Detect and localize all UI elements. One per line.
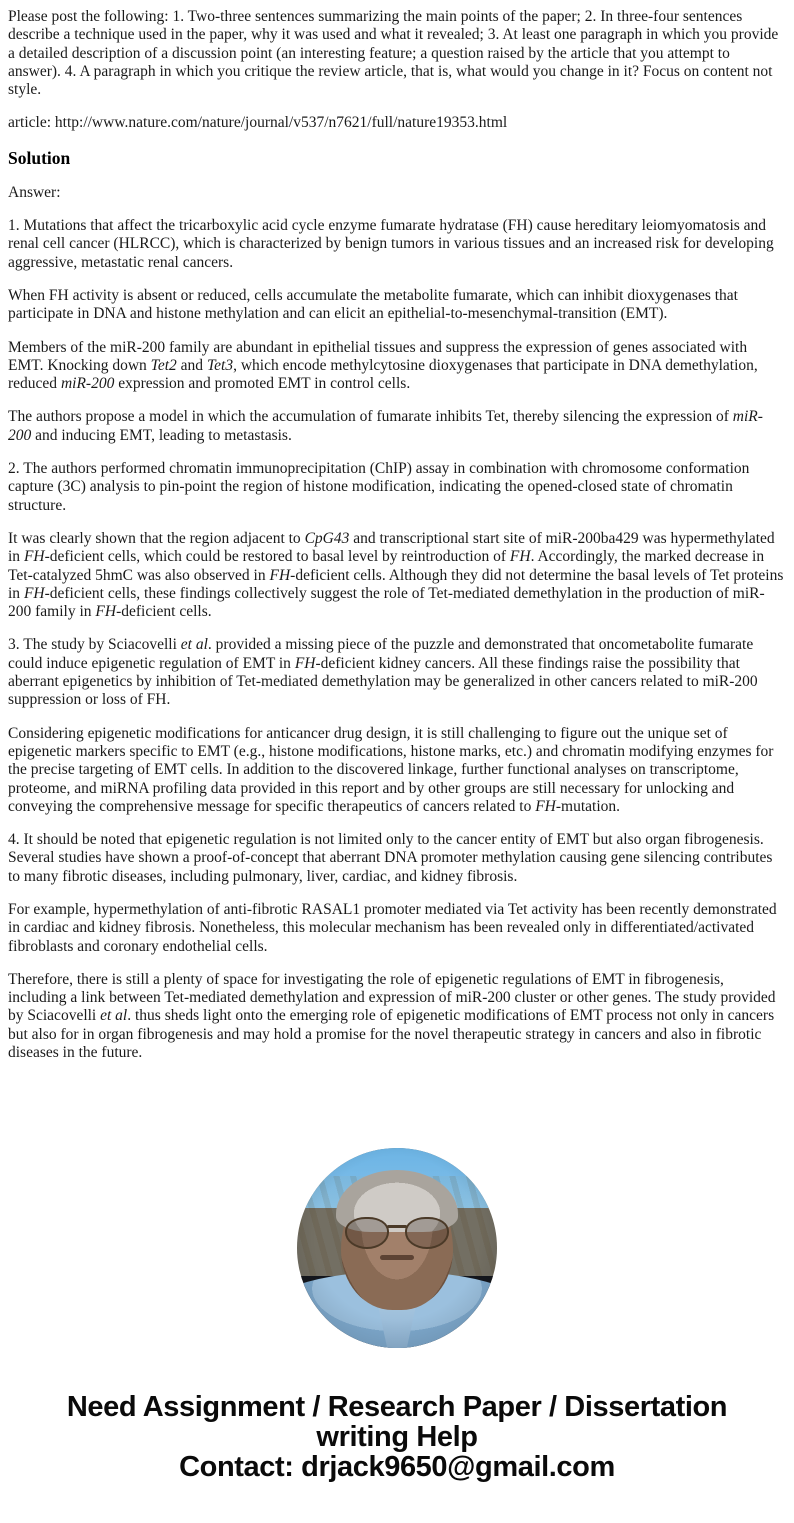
answer-paragraph (8, 460, 786, 515)
text-run: -deficient cells, these findings collectively suggest the role of Tet-mediated demethylation in the production of miR-200 family in (8, 584, 765, 621)
italic-term: miR-200 (60, 375, 115, 393)
text-run: expression and promoted EMT in control cells. (114, 375, 411, 393)
text-run: -deficient cells, which could be restored to basal level by reintroduction of (44, 548, 510, 566)
text-run: The authors propose a model in which the accumulation of fumarate inhibits Tet, thereby silencing the expression of (8, 408, 733, 426)
text-run: Considering epigenetic modifications for anticancer drug design, it is still challenging to figure out the unique set of epigenetic markers specific to EMT (e.g., histone modifications, histone marks, etc.) and chromatin modifying enzymes for the precise targeting of EMT cells. In addition to the discovered linkage, further functional analyses on transcriptome, proteome, and miRNA profiling data provided in this report and by other groups are still necessary for unlocking and conveying the comprehensive message for specific therapeutics of cancers related to (8, 724, 774, 815)
answer-paragraph (8, 287, 786, 324)
text-run: and inducing EMT, leading to metastasis. (31, 426, 292, 444)
text-run: and (176, 356, 207, 374)
italic-term: FH (23, 548, 45, 566)
article-link-line: article: http://www.nature.com/nature/journal/v537/n7621/full/nature19353.html (8, 114, 508, 132)
text-run: . Accordingly, the marked decrease in Tet-catalyzed 5hmC was also observed in (8, 548, 765, 584)
answer-paragraph (8, 339, 786, 394)
text-run: Therefore, there is still a plenty of space for investigating the role of epigenetic regulations of EMT in fibrogenesis, including a link between Tet-mediated demethylation and expression of miR-200 cluster or other genes. The study provided by Sciacovelli (8, 970, 776, 1025)
italic-term: Tet3 (206, 356, 234, 374)
italic-term: FH (95, 603, 117, 621)
solution-heading: Solution (8, 147, 71, 168)
text-run: 3. The study by Sciacovelli (8, 636, 181, 654)
italic-term: FH (294, 654, 316, 672)
text-run: Members of the miR-200 family are abundant in epithelial tissues and suppress the expression of genes associated with EMT. Knocking down (8, 338, 748, 374)
italic-term: FH (535, 797, 556, 815)
promo-line-1: Need Assignment / Research Paper / Dissertation (66, 1391, 728, 1424)
promo-line-3: Contact: drjack9650@gmail.com (179, 1451, 615, 1484)
answer-paragraph (8, 217, 786, 272)
photo-vignette (297, 1148, 497, 1348)
text-run: 4. It should be noted that epigenetic regulation is not limited only to the cancer entity of EMT but also organ fibrogenesis. Several studies have shown a proof-of-concept that aberrant DNA promoter methylation causing gene silencing contributes to many fibrotic diseases, including pulmonary, liver, cardiac, and kidney fibrosis. (8, 831, 773, 885)
answer-paragraph (8, 971, 786, 1062)
text-run: It was clearly shown that the region adjacent to (8, 529, 305, 547)
answer-paragraph (8, 530, 786, 621)
avatar-container (8, 1148, 786, 1348)
text-run: . provided a missing piece of the puzzle and demonstrated that oncometabolite fumarate could induce epigenetic regulation of EMT in (8, 636, 754, 672)
promo-banner (8, 1392, 786, 1510)
answer-paragraph (8, 408, 786, 445)
text-run: , which encode methylcytosine dioxygenases that participate in DNA demethylation, reduced (8, 356, 758, 393)
answer-body (8, 217, 786, 1062)
answer-paragraph (8, 636, 786, 709)
italic-term: FH (23, 584, 45, 602)
italic-term: miR-200 (8, 408, 763, 444)
text-run: -mutation. (555, 797, 621, 815)
italic-term: FH (509, 548, 531, 566)
avatar (297, 1148, 497, 1348)
text-run: -deficient cells. (116, 603, 212, 621)
text-run: 1. Mutations that affect the tricarboxylic acid cycle enzyme fumarate hydratase (FH) cause hereditary leiomyomatosis and renal cell cancer (HLRCC), which is characterized by benign tumors in various tissues and an increased risk for developing aggressive, metastatic renal cancers. (8, 217, 774, 271)
text-run: . thus sheds light onto the emerging role of epigenetic modifications of EMT process not only in cancers but also for in organ fibrogenesis and may hold a promise for the novel therapeutic strategy in cancers and also in fibrotic diseases in the future. (8, 1007, 775, 1062)
text-run: -deficient kidney cancers. All these findings raise the possibility that aberrant epigenetics by inhibition of Tet-mediated demethylation may be generalized in other cancers related to miR-200 suppression or loss of FH. (8, 654, 758, 709)
italic-term: et al (180, 636, 208, 654)
text-run: -deficient cells. Although they did not determine the basal levels of Tet proteins in (8, 566, 784, 602)
text-run: For example, hypermethylation of anti-fibrotic RASAL1 promoter mediated via Tet activity has been recently demonstrated in cardiac and kidney fibrosis. Nonetheless, this molecular mechanism has been revealed only in differentiated/activated fibroblasts and coronary endothelial cells. (8, 900, 777, 955)
answer-paragraph (8, 901, 786, 956)
italic-term: FH (269, 566, 291, 584)
answer-label: Answer: (8, 183, 61, 201)
promo-line-2: writing Help (316, 1421, 478, 1454)
italic-term: Tet2 (150, 356, 177, 374)
text-run: 2. The authors performed chromatin immunoprecipitation (ChIP) assay in combination with chromosome conformation capture (3C) analysis to pin-point the region of histone modification, indicating the opened-closed state of chromatin structure. (8, 460, 750, 514)
answer-paragraph (8, 725, 786, 816)
text-run: When FH activity is absent or reduced, cells accumulate the metabolite fumarate, which can inhibit dioxygenases that participate in DNA and histone methylation and can elicit an epithelial-to-mesenchymal-transition (EMT). (8, 286, 738, 323)
text-run: and transcriptional start site of miR-200ba429 was hypermethylated in (8, 529, 775, 566)
assignment-prompt: Please post the following: 1. Two-three sentences summarizing the main points of the paper; 2. In three-four sentences describe a technique used in the paper, why it was used and what it revealed; 3. At least one paragraph in which you provide a detailed description of a discussion point (an interesting feature; a question raised by the article that you attempt to answer). 4. A paragraph in which you critique the review article, that is, what would you change in it? Focus on content not style. (8, 8, 779, 99)
italic-term: et al (100, 1007, 128, 1025)
italic-term: CpG43 (304, 529, 350, 547)
answer-paragraph (8, 831, 786, 886)
